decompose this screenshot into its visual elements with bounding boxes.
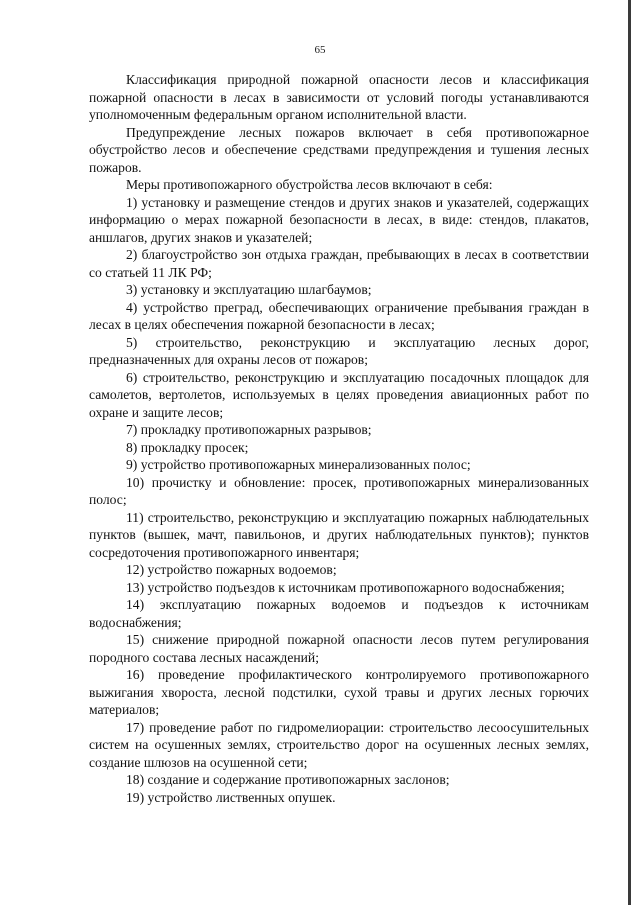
paragraph-classification: Классификация природной пожарной опасности лесов и классификация пожарной опасности в лесах в зависимости от условий погоды устанавливаются уполномоченным федеральным органом исполнительной власти. (89, 72, 589, 122)
list-item: 1) установку и размещение стендов и других знаков и указателей, содержащих информацию о мерах пожарной безопасности в лесах, в виде: стендов, плакатов, аншлагов, других знаков и указателей; (89, 194, 589, 245)
list-item: 13) устройство подъездов к источникам противопожарного водоснабжения; (126, 579, 565, 595)
list-item: 8) прокладку просек; (126, 439, 249, 455)
list-item: 17) проведение работ по гидромелиорации: строительство лесоосушительных систем на осушенных землях, строительство дорог на осушенных лесных землях, создание шлюзов на осушенной сети; (89, 719, 589, 770)
list-item: 19) устройство лиственных опушек. (126, 789, 336, 805)
list-item: 5) строительство, реконструкцию и эксплуатацию лесных дорог, предназначенных для охраны лесов от пожаров; (89, 334, 589, 367)
scan-edge-line (628, 0, 631, 905)
paragraph-prevention: Предупреждение лесных пожаров включает в себя противопожарное обустройство лесов и обеспечение средствами предупреждения и тушения лесных пожаров. (89, 124, 589, 175)
list-item: 10) прочистку и обновление: просек, противопожарных минерализованных полос; (89, 474, 589, 507)
list-item: 6) строительство, реконструкцию и эксплуатацию посадочных площадок для самолетов, вертолетов, используемых в целях проведения авиационных работ по охране и защите лесов; (89, 369, 589, 420)
body-text (89, 71, 589, 806)
list-item: 9) устройство противопожарных минерализованных полос; (126, 457, 471, 472)
list-item: 18) создание и содержание противопожарных заслонов; (126, 772, 450, 787)
measures-list (89, 194, 589, 807)
list-item: 12) устройство пожарных водоемов; (126, 562, 337, 577)
list-item: 3) установку и эксплуатацию шлагбаумов; (126, 282, 372, 297)
page-number: 65 (314, 44, 326, 56)
list-item: 14) эксплуатацию пожарных водоемов и подъездов к источникам водоснабжения; (89, 597, 589, 630)
list-item: 15) снижение природной пожарной опасности лесов путем регулирования породного состава лесных насаждений; (89, 632, 589, 665)
list-item: 7) прокладку противопожарных разрывов; (126, 422, 372, 437)
list-item: 16) проведение профилактического контролируемого противопожарного выжигания хвороста, лесной подстилки, сухой травы и других лесных горючих материалов; (89, 667, 589, 717)
list-item: 11) строительство, реконструкцию и эксплуатацию пожарных наблюдательных пунктов (вышек, мачт, павильонов, и других наблюдательных пунктов); пунктов сосредоточения противопожарного инвентаря; (89, 509, 589, 560)
list-item: 2) благоустройство зон отдыха граждан, пребывающих в лесах в соответствии со статьей 11 ЛК РФ; (89, 247, 589, 280)
paragraph-measures-intro: Меры противопожарного обустройства лесов включают в себя: (126, 177, 493, 192)
list-item: 4) устройство преград, обеспечивающих ограничение пребывания граждан в лесах в целях обеспечения пожарной безопасности в лесах; (89, 299, 589, 332)
